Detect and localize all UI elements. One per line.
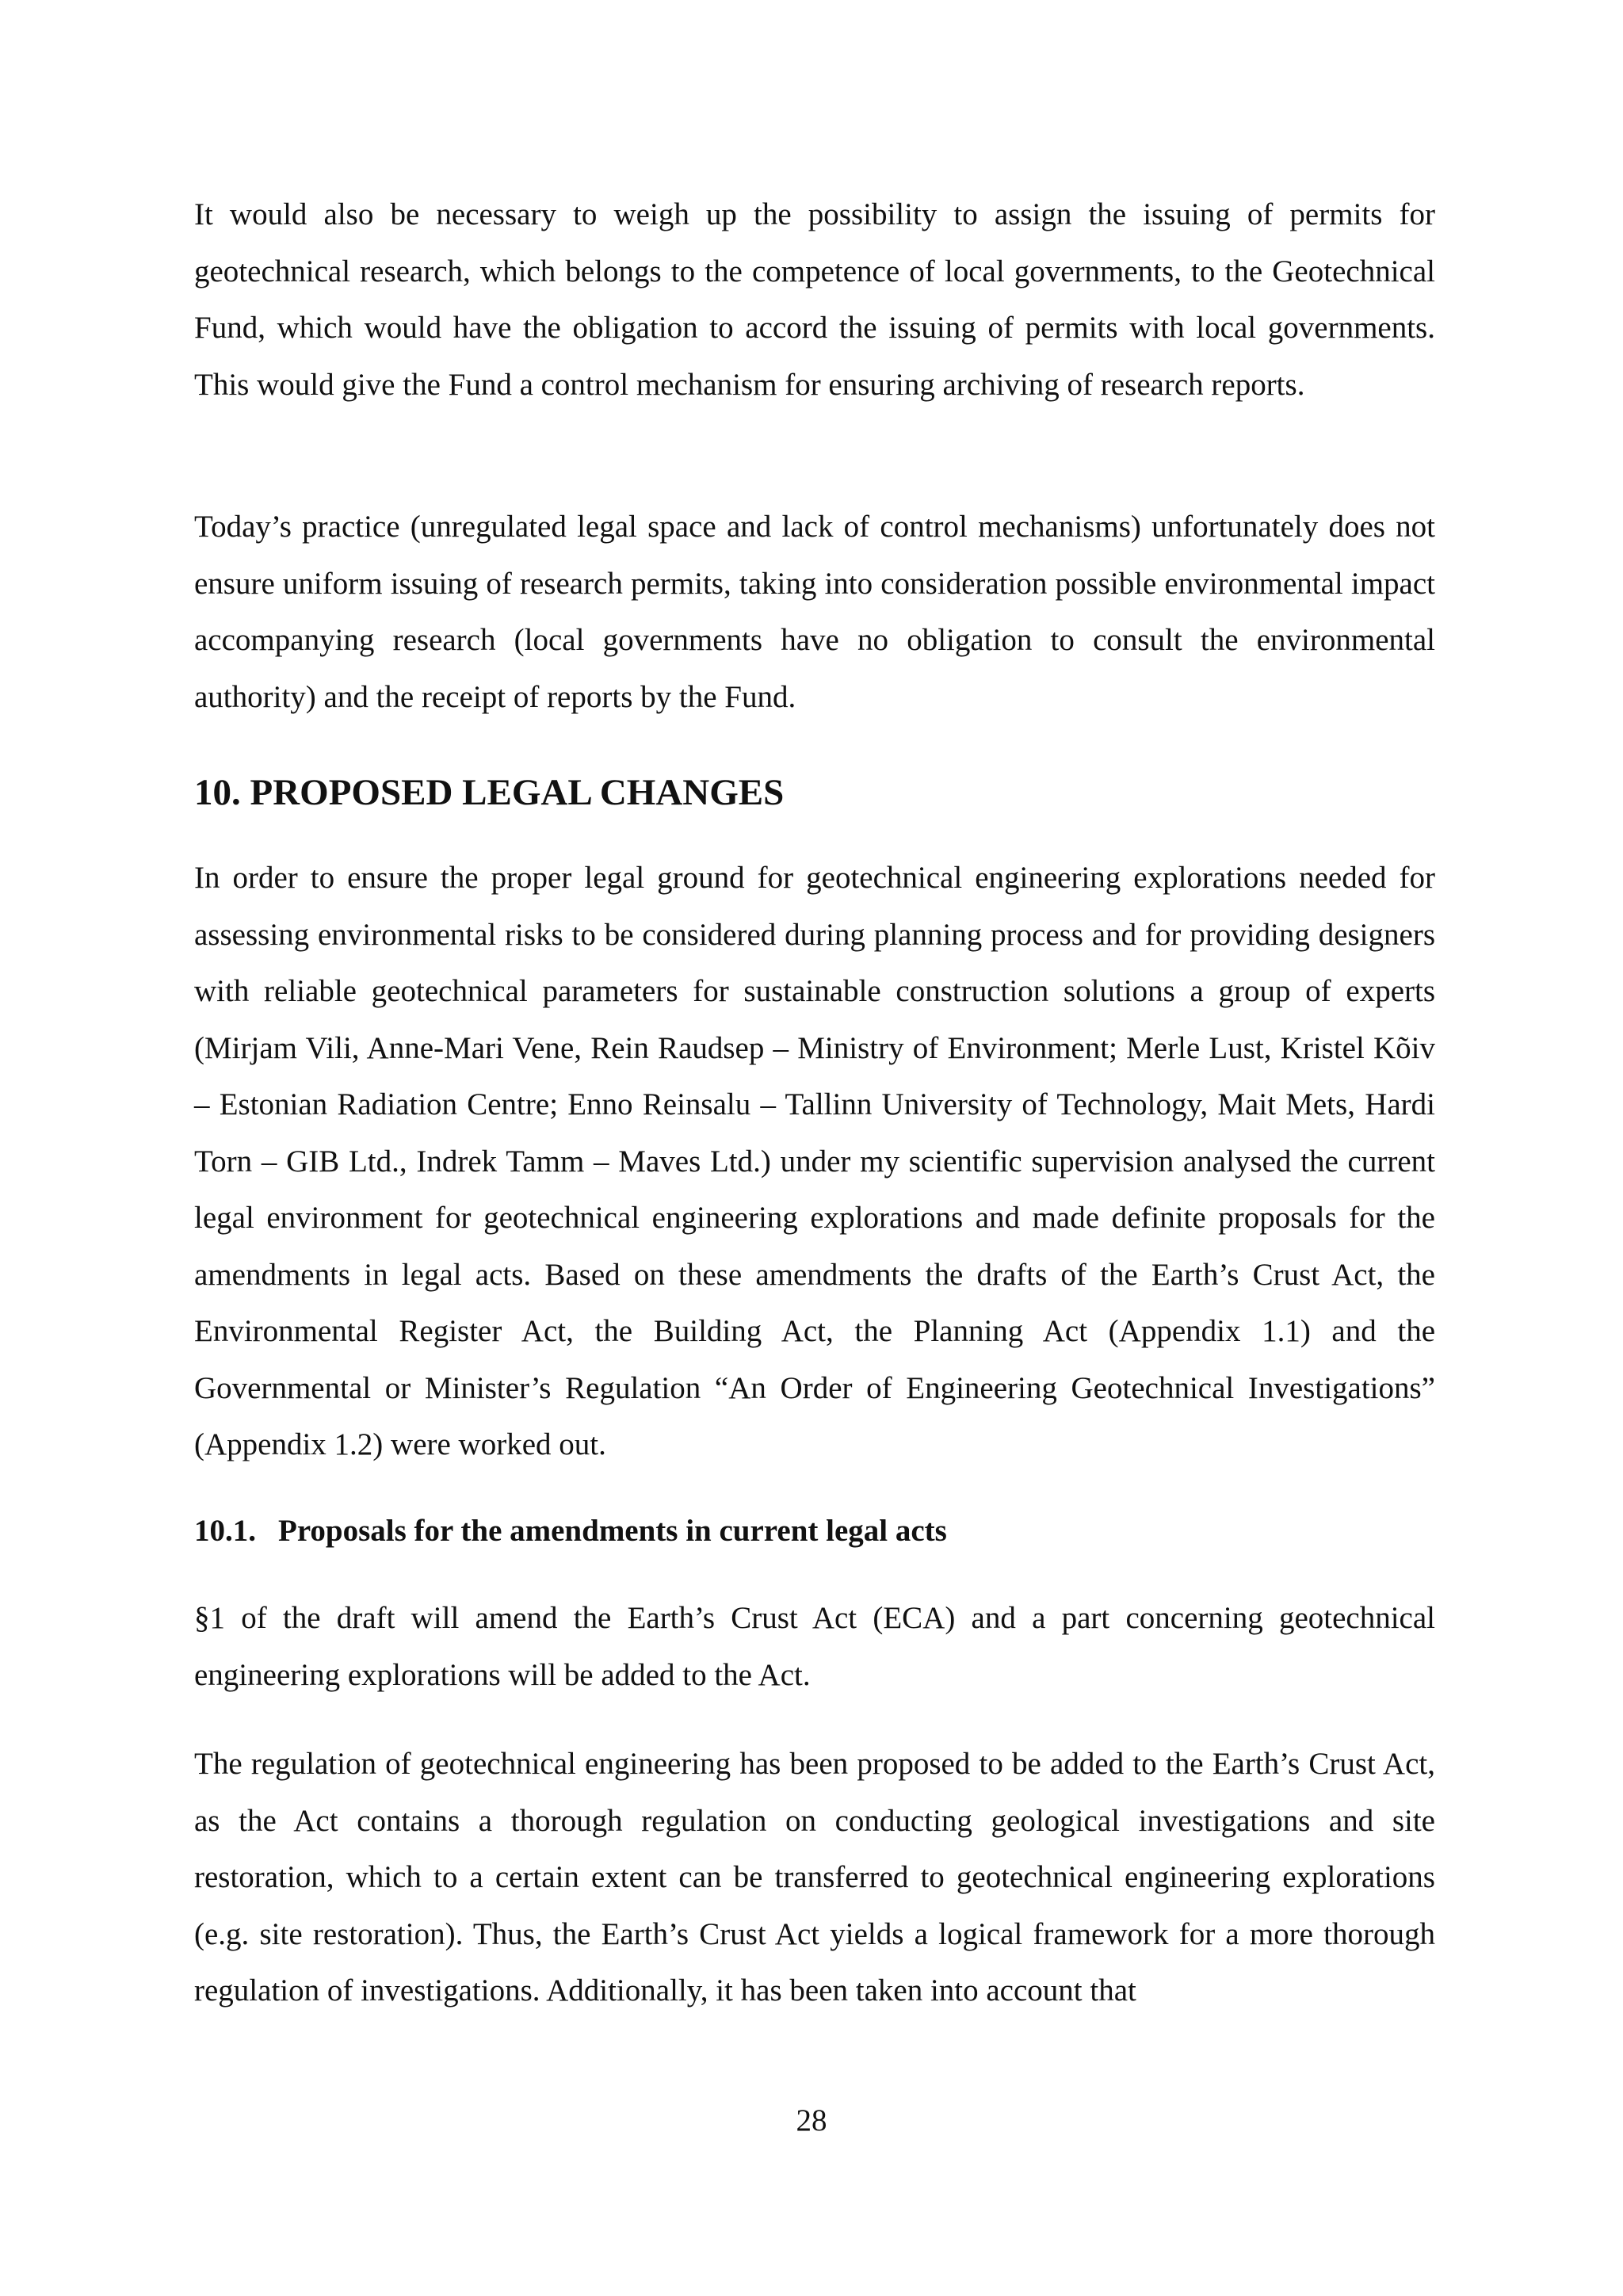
paragraph-section-intro: In order to ensure the proper legal ground for geotechnical engineering explorations needed for assessing environmental risks to be considered during planning process and for providing designers with reliable geotechnical parameters for sustainable construction solutions a group of experts (Mirjam Vili, Anne-Mari Vene, Rein Raudsep – Ministry of Environment; Merle Lust, Kristel Kõiv – Estonian Radiation Centre; Enno Reinsalu – Tallinn University of Technology, Mait Mets, Hardi Torn – GIB Ltd., Indrek Tamm – Maves Ltd.) under my scientific supervision analysed the current legal environment for geotechnical engineering explorations and made definite proposals for the amendments in legal acts. Based on these amendments the drafts of the Earth’s Crust Act, the Environmental Register Act, the Building Act, the Planning Act (Appendix 1.1) and the Governmental or Minister’s Regulation “An Order of Engineering Geotechnical Investigations” (Appendix 1.2) were worked out. <box>194 861 1435 1461</box>
paragraph-regulation-rationale: The regulation of geotechnical engineering has been proposed to be added to the Earth’s Crust Act, as the Act contains a thorough regulation on conducting geological investigations and site restoration, which to a certain extent can be transferred to geotechnical engineering explorations (e.g. site restoration). Thus, the Earth’s Crust Act yields a logical framework for a more thorough regulation of investigations. Additionally, it has been taken into account that <box>194 1747 1435 2008</box>
paragraph-eca-amendment: §1 of the draft will amend the Earth’s Crust Act (ECA) and a part concerning geotechnical engineering explorations will be added to the Act. <box>194 1601 1435 1692</box>
paragraph-todays-practice: Today’s practice (unregulated legal space and lack of control mechanisms) unfortunately does not ensure uniform issuing of research permits, taking into consideration possible environmental impact accompanying research (local governments have no obligation to consult the environmental authority) and the receipt of reports by the Fund. <box>194 510 1435 714</box>
subsection-title: Proposals for the amendments in current legal acts <box>278 1514 947 1548</box>
page-number: 28 <box>796 2103 827 2137</box>
paragraph-permits-assignment: It would also be necessary to weigh up the possibility to assign the issuing of permits for geotechnical research, which belongs to the competence of local governments, to the Geotechnical Fund, which would have the obligation to accord the issuing of permits with local governments. This would give the Fund a control mechanism for ensuring archiving of research reports. <box>194 197 1435 402</box>
subsection-number: 10.1. <box>194 1514 256 1548</box>
section-heading: 10. PROPOSED LEGAL CHANGES <box>194 772 785 813</box>
subsection-heading <box>194 1506 947 1557</box>
